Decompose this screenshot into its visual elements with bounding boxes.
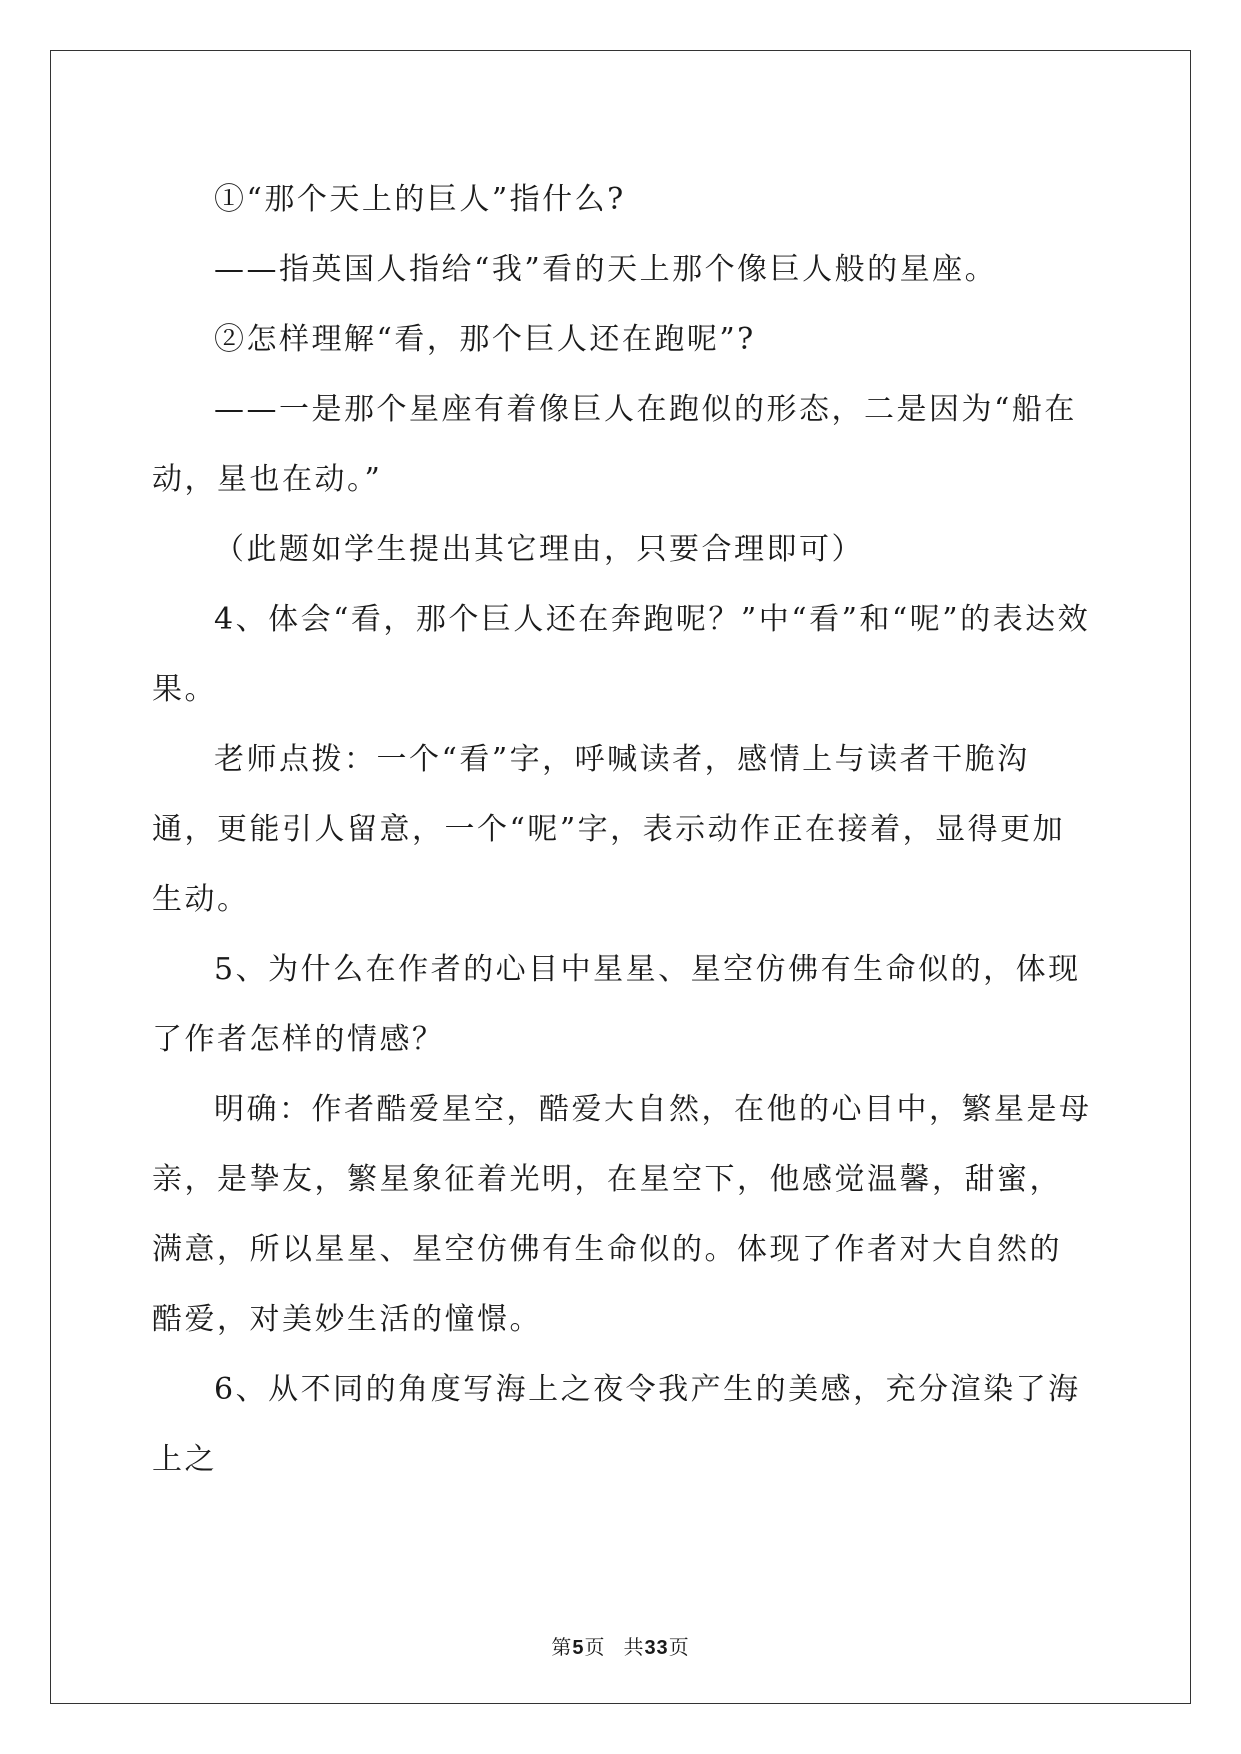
- footer-page-prefix: 第: [551, 1635, 573, 1659]
- paragraph: ②怎样理解“看，那个巨人还在跑呢”?: [214, 322, 756, 357]
- paragraph: 5、为什么在作者的心目中星星、星空仿佛有生命似的，体现了作者怎样的情感？: [152, 952, 1081, 1057]
- footer-page-suffix: 页: [584, 1635, 606, 1659]
- paragraph: 老师点拨：一个“看”字，呼喊读者，感情上与读者干脆沟通，更能引人留意，一个“呢”字，表示动作正在接着，显得更加生动。: [152, 742, 1066, 917]
- footer-total-suffix: 页: [668, 1635, 690, 1659]
- paragraph: 4、体会“看，那个巨人还在奔跑呢？”中“看”和“呢”的表达效果。: [152, 602, 1091, 707]
- paragraph: 6、从不同的角度写海上之夜令我产生的美感，充分渲染了海上之: [152, 1372, 1081, 1477]
- paragraph: ——指英国人指给“我”看的天上那个像巨人般的星座。: [214, 252, 998, 287]
- page-footer: [0, 1631, 1241, 1660]
- footer-total-pages: 33: [644, 1637, 669, 1659]
- paragraph: 明确：作者酷爱星空，酷爱大自然，在他的心目中，繁星是母亲，是挚友，繁星象征着光明，在星空下，他感觉温馨，甜蜜，满意，所以星星、星空仿佛有生命似的。体现了作者对大自然的酷爱，对美妙生活的憧憬。: [152, 1092, 1092, 1337]
- document-body: [152, 165, 1094, 1495]
- paragraph: ①“那个天上的巨人”指什么?: [214, 182, 626, 217]
- paragraph: （此题如学生提出其它理由，只要合理即可）: [214, 532, 864, 567]
- footer-total-prefix: 共: [623, 1635, 645, 1659]
- footer-page-number: 5: [572, 1637, 585, 1659]
- paragraph: ——一是那个星座有着像巨人在跑似的形态，二是因为“船在动，星也在动。”: [152, 392, 1077, 497]
